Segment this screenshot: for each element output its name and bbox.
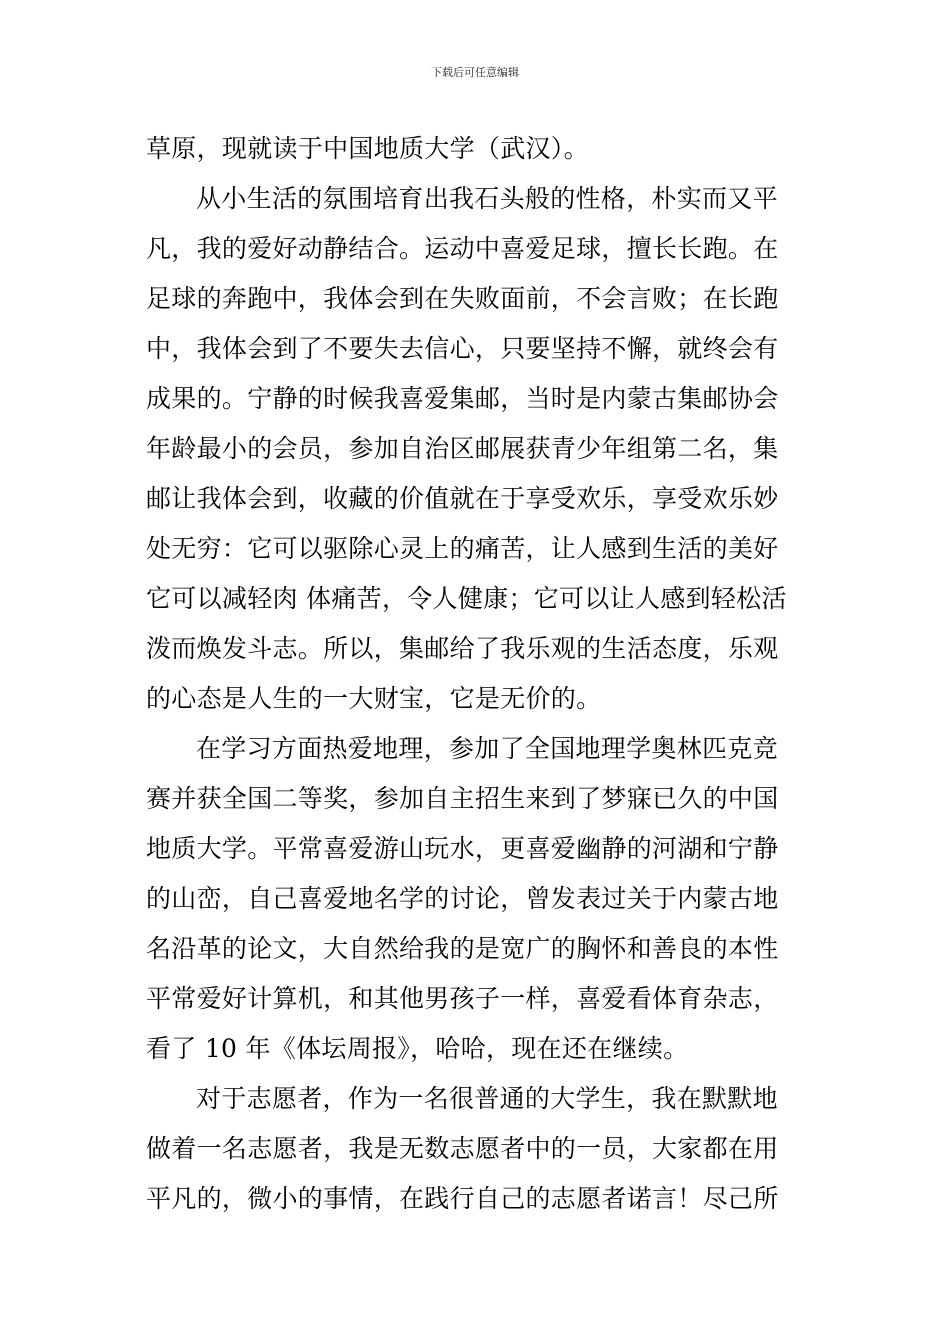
- page-header-note: 下载后可任意编辑: [431, 66, 519, 79]
- text-line: 的心态是人生的一大财宝，它是无价的。: [146, 684, 602, 713]
- text-line: 足球的奔跑中，我体会到在失败面前，不会言败；在长跑: [146, 284, 779, 313]
- text-line: 看了 10 年《体坛周报》，哈哈，现在还在继续。: [146, 1034, 689, 1063]
- text-line: 处无穷：它可以驱除心灵上的痛苦，让人感到生活的美好: [146, 534, 779, 563]
- text-line: 成果的。宁静的时候我喜爱集邮，当时是内蒙古集邮协会: [146, 384, 779, 413]
- text-line: 邮让我体会到，收藏的价值就在于享受欢乐，享受欢乐妙: [146, 484, 779, 513]
- text-line: 对于志愿者，作为一名很普通的大学生，我在默默地: [196, 1084, 778, 1113]
- document-body: [146, 124, 810, 1224]
- text-line: 凡，我的爱好动静结合。运动中喜爱足球，擅长长跑。在: [146, 234, 779, 263]
- text-line: 做着一名志愿者，我是无数志愿者中的一员，大家都在用: [146, 1134, 779, 1163]
- text-line: 名沿革的论文，大自然给我的是宽广的胸怀和善良的本性: [146, 934, 779, 963]
- text-line: 平凡的，微小的事情，在践行自己的志愿者诺言！尽己所: [146, 1184, 779, 1213]
- text-line: 从小生活的氛围培育出我石头般的性格，朴实而又平: [196, 184, 778, 213]
- text-line: 中，我体会到了不要失去信心，只要坚持不懈，就终会有: [146, 334, 779, 363]
- text-line: 地质大学。平常喜爱游山玩水，更喜爱幽静的河湖和宁静: [146, 834, 779, 863]
- text-line: 草原，现就读于中国地质大学（武汉）。: [146, 134, 589, 163]
- text-line: 赛并获全国二等奖，参加自主招生来到了梦寐已久的中国: [146, 784, 779, 813]
- text-line: 泼而焕发斗志。所以，集邮给了我乐观的生活态度，乐观: [146, 634, 779, 663]
- text-line: 年龄最小的会员，参加自治区邮展获青少年组第二名，集: [146, 434, 779, 463]
- text-line: 平常爱好计算机，和其他男孩子一样，喜爱看体育杂志，: [146, 984, 779, 1013]
- text-line: 在学习方面热爱地理，参加了全国地理学奥林匹克竞: [196, 734, 778, 763]
- text-line: 它可以减轻肉 体痛苦，令人健康；它可以让人感到轻松活: [146, 584, 787, 613]
- text-line: 的山峦，自己喜爱地名学的讨论，曾发表过关于内蒙古地: [146, 884, 779, 913]
